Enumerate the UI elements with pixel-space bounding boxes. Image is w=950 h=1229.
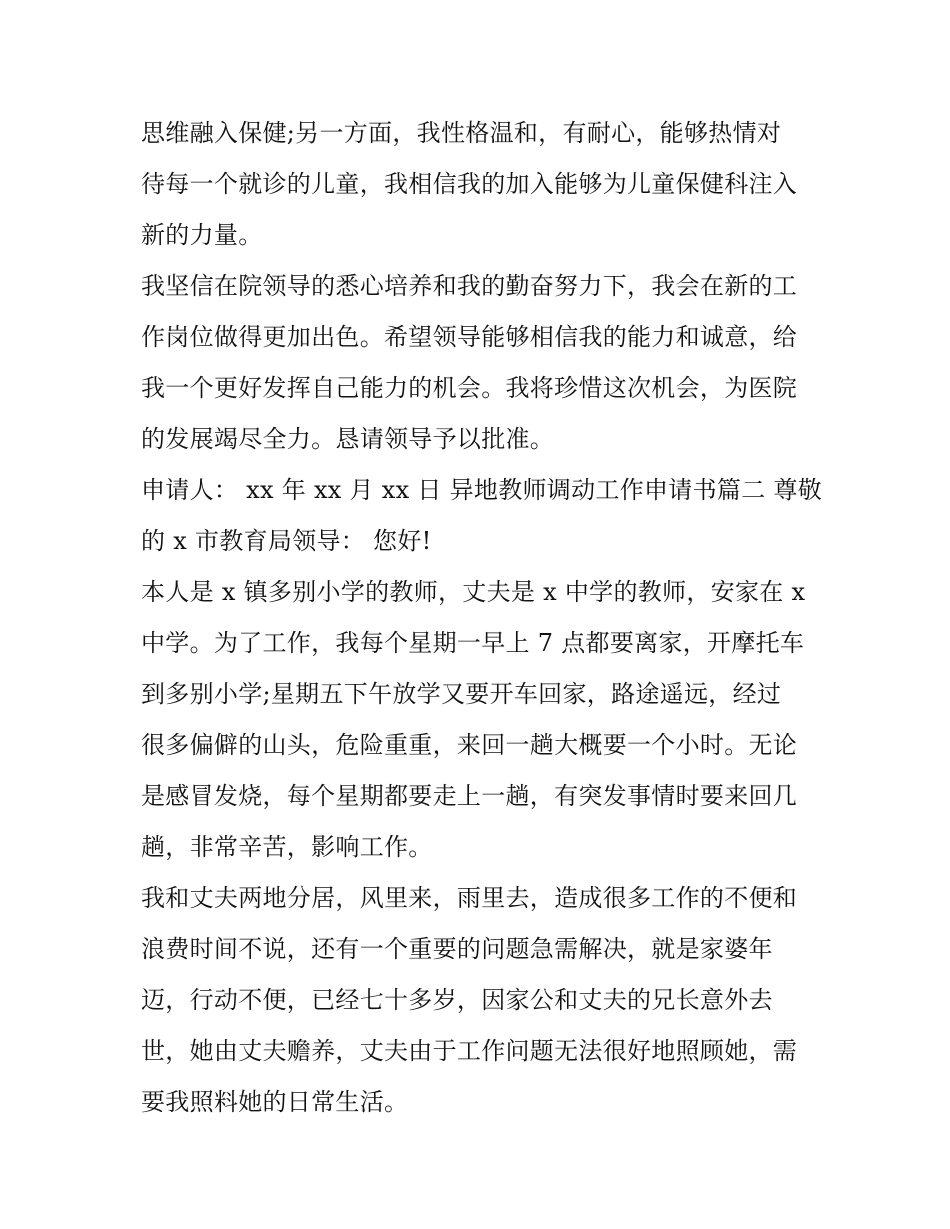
text-line: 思维融入保健;另一方面，我性格温和，有耐心，能够热情对 — [141, 119, 782, 147]
text-line: 申请人： xx 年 xx 月 xx 日 异地教师调动工作申请书篇二 尊敬 — [141, 476, 823, 504]
text-line: 很多偏僻的山头，危险重重，来回一趟大概要一个小时。无论 — [141, 731, 798, 759]
text-line: 浪费时间不说，还有一个重要的问题急需解决，就是家婆年 — [141, 935, 773, 963]
text-line: 新的力量。 — [141, 221, 263, 249]
text-line: 我坚信在院领导的悉心培养和我的勤奋努力下，我会在新的工 — [141, 272, 798, 300]
text-line: 要我照料她的日常生活。 — [141, 1088, 409, 1116]
text-line: 的发展竭尽全力。恳请领导予以批准。 — [141, 425, 555, 453]
document-body — [141, 108, 821, 1128]
text-line: 待每一个就诊的儿童，我相信我的加入能够为儿童保健科注入 — [141, 170, 798, 198]
text-line: 是感冒发烧，每个星期都要走上一趟，有突发事情时要来回几 — [141, 782, 798, 810]
text-line: 世，她由丈夫赡养，丈夫由于工作问题无法很好地照顾她，需 — [141, 1037, 798, 1065]
text-line: 迈，行动不便，已经七十多岁，因家公和丈夫的兄长意外去 — [141, 986, 773, 1014]
text-line: 中学。为了工作，我每个星期一早上 7 点都要离家，开摩托车 — [141, 629, 805, 657]
text-line: 我一个更好发挥自己能力的机会。我将珍惜这次机会，为医院 — [141, 374, 798, 402]
text-line: 我和丈夫两地分居，风里来，雨里去，造成很多工作的不便和 — [141, 884, 798, 912]
text-line: 作岗位做得更加出色。希望领导能够相信我的能力和诚意，给 — [141, 323, 798, 351]
text-line: 趟，非常辛苦，影响工作。 — [141, 833, 433, 861]
text-line: 的 x 市教育局领导： 您好! — [141, 527, 432, 555]
text-line: 到多别小学;星期五下午放学又要开车回家，路途遥远，经过 — [141, 680, 782, 708]
text-line: 本人是 x 镇多别小学的教师，丈夫是 x 中学的教师，安家在 x — [141, 578, 806, 606]
